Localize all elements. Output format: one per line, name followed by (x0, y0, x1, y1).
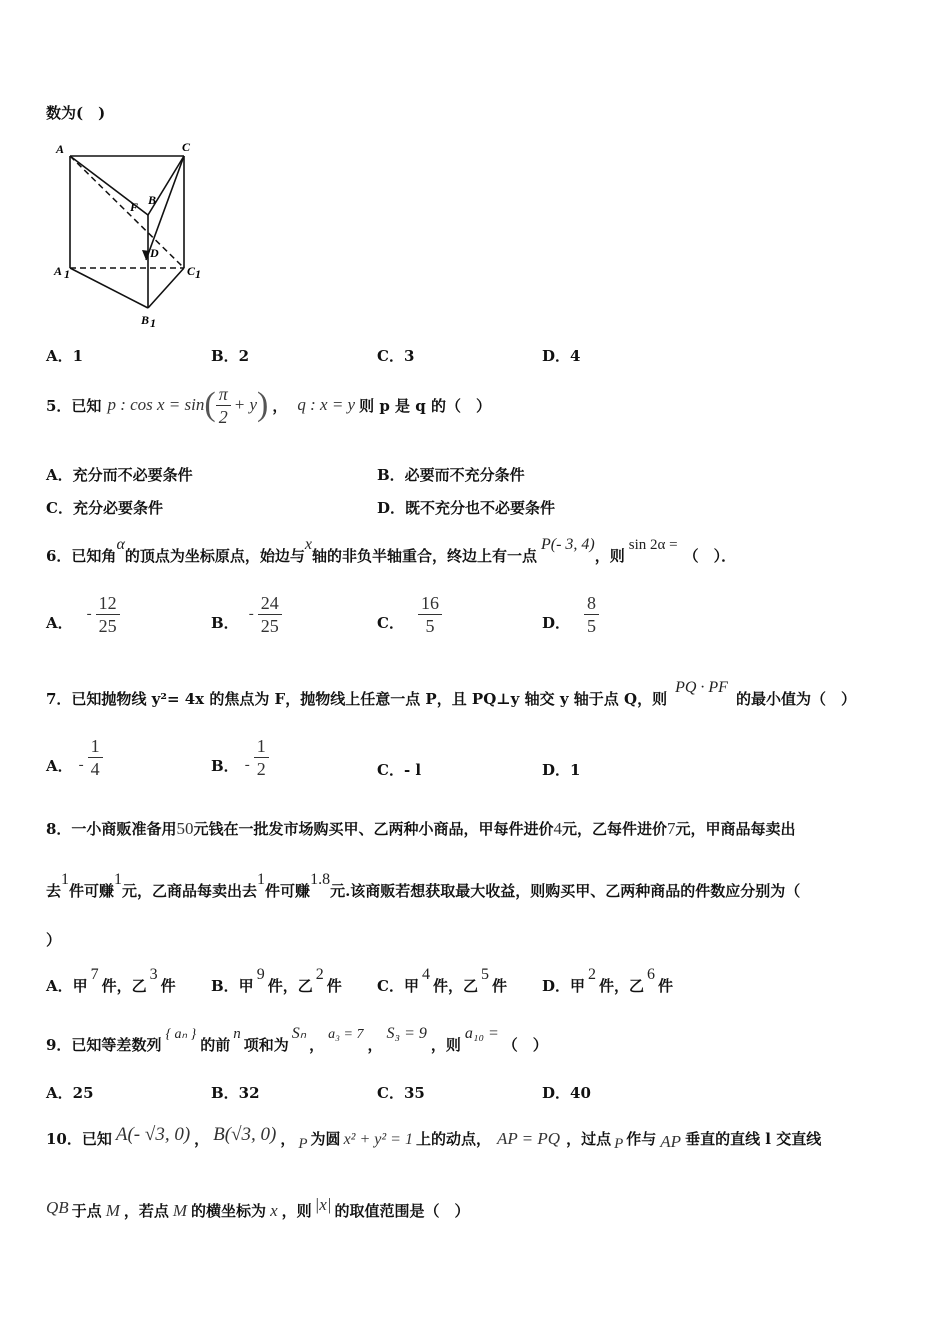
q5-p-formula: p : cos x = sin (107, 395, 205, 414)
q6-t3: ，则 (594, 547, 625, 565)
q9-sn: Sₙ (291, 1025, 307, 1042)
q9-t4: （ ） (502, 1036, 548, 1054)
q10-M2: M (172, 1201, 188, 1220)
label-C1: C (187, 264, 196, 278)
q8-l2e: 元.该商贩若想获取最大收益，则购买甲、乙两种商品的件数应分别为（ (330, 882, 801, 900)
q10-x: x (270, 1201, 278, 1220)
q8-a-b: 3 (149, 966, 158, 983)
q10-P: P (298, 1136, 308, 1152)
q8-s2: 1 (114, 871, 123, 888)
q4-option-a[interactable]: A．1 (46, 347, 84, 365)
q6-point: P(- 3, 4) (540, 536, 595, 553)
q10-line1: 10．已知 A(- √3, 0) ， B(√3, 0) ， P 为圆 x² + y² = 1 上的动点， AP = PQ ，过点 P 作与 AP 垂直的直线 l 交直线 (46, 1124, 822, 1152)
q6-option-a-sign: - (86, 606, 92, 622)
q10-t6: 于点 (71, 1202, 102, 1220)
q7-b-frac (254, 735, 269, 780)
q5-q-formula: q : x = y (297, 395, 356, 414)
q7-tail: 的最小值为（ ） (735, 690, 856, 708)
q5-fraction (216, 383, 231, 428)
q7-b-num: 1 (254, 735, 269, 758)
q8-option-a[interactable] (46, 966, 176, 996)
q8-d-mid: 件，乙 (599, 977, 645, 995)
q8-l2b: 件可赚 (69, 882, 115, 900)
q8-c-mid: 件，乙 (432, 977, 478, 995)
q8-b-b: 2 (315, 966, 324, 983)
q6-d-den: 5 (587, 616, 597, 636)
q8-c-b: 5 (480, 966, 489, 983)
q5-plus-y: + y (233, 395, 258, 414)
label-F: F (130, 200, 139, 214)
q5-option-a[interactable]: A．充分而不必要条件 (46, 466, 193, 484)
q7-stem (46, 679, 856, 709)
q8-l2a: 去 (46, 882, 62, 900)
q7-b-den: 2 (256, 759, 266, 779)
q8-l1b: 元钱在一批发市场购买甲、乙两种小商品，甲每件进价 (193, 820, 554, 838)
q6-prefix: 6．已知角 (46, 547, 117, 565)
q6-option-a-label: A． (46, 614, 73, 632)
q10-prefix: 10．已知 (46, 1130, 112, 1148)
q7-expr: PQ · PF (675, 679, 728, 696)
q10-t1: 为圆 (310, 1130, 341, 1148)
label-C1-sub: 1 (195, 267, 201, 281)
q10-t4: 作与 (626, 1130, 657, 1148)
q10-t2: 上的动点， (415, 1130, 491, 1148)
q8-n7: 7 (666, 819, 676, 838)
q8-d-end: 件 (658, 977, 674, 995)
q10-t5: 垂直的直线 l 交直线 (685, 1130, 822, 1148)
q6-option-c-label: C． (377, 614, 404, 632)
q6-option-b[interactable] (211, 592, 282, 637)
q4-tail: 数为( ) (46, 104, 106, 122)
q7-option-b[interactable] (211, 735, 269, 780)
q6-b-num: 24 (258, 592, 282, 615)
q5-option-c[interactable]: C．充分必要条件 (46, 499, 163, 517)
q8-a-end: 件 (160, 977, 176, 995)
q8-l1c: 元，乙每件进价 (561, 820, 667, 838)
q6-option-d[interactable] (542, 592, 599, 637)
label-B1-sub: 1 (150, 316, 156, 330)
q9-n: n (233, 1026, 241, 1042)
q7-a-den: 4 (90, 759, 100, 779)
q10-t3: ，过点 (566, 1130, 612, 1148)
q6-c-den: 5 (425, 616, 435, 636)
q6-b-den: 25 (260, 616, 279, 636)
label-A1: A (54, 264, 63, 278)
q7-b-sign: - (244, 757, 250, 773)
q9-stem: 9．已知等差数列{ aₙ }的前n项和为Sₙ，a₃ = 7，S₃ = 9，则a₁₀ =（ ） (46, 1025, 548, 1054)
q8-c-label: C．甲 (377, 977, 419, 995)
q10-line2 (46, 1195, 470, 1221)
q8-l1d: 元，甲商品每卖出 (675, 820, 796, 838)
q8-option-d[interactable] (542, 966, 674, 996)
q6-option-a-frac (96, 592, 120, 637)
q10-t8: 的横坐标为 (191, 1202, 267, 1220)
label-B1: B (141, 313, 150, 327)
q10-t9: ，则 (281, 1202, 312, 1220)
q9-t3: ，则 (430, 1036, 461, 1054)
q8-option-b[interactable] (211, 966, 342, 996)
q10-M: M (105, 1201, 120, 1220)
q10-B: B(√3, 0) (213, 1124, 277, 1145)
q4-option-c[interactable]: C．3 (377, 347, 415, 365)
q6-x: x (304, 536, 312, 553)
q5-option-d[interactable]: D．既不充分也不必要条件 (377, 499, 556, 517)
q9-prefix: 9．已知等差数列 (46, 1036, 162, 1054)
q6-option-d-frac (584, 592, 599, 637)
q6-t4: （ ）． (683, 547, 737, 565)
q6-option-b-sign: - (248, 606, 254, 622)
prism-figure (50, 138, 210, 333)
q4-option-d[interactable]: D．4 (542, 347, 581, 365)
q6-option-b-label: B． (211, 614, 239, 632)
q8-c-end: 件 (491, 977, 507, 995)
q8-b-end: 件 (326, 977, 342, 995)
q8-line1 (46, 818, 796, 839)
q7-option-c[interactable]: C．- l (377, 761, 422, 779)
q8-option-c[interactable] (377, 966, 507, 996)
q6-a-num: 12 (96, 592, 120, 615)
q9-t2: 项和为 (243, 1036, 289, 1054)
q8-s3: 1 (257, 871, 266, 888)
q5-option-b[interactable]: B．必要而不充分条件 (377, 466, 525, 484)
q8-d-a: 2 (588, 966, 597, 983)
q8-a-mid: 件，乙 (101, 977, 147, 995)
q10-A: A(- √3, 0) (115, 1124, 191, 1145)
q9-option-c[interactable]: C．35 (377, 1084, 425, 1102)
label-C: C (182, 140, 191, 154)
q7-a-sign: - (78, 757, 84, 773)
q6-option-c-frac (418, 592, 442, 637)
q10-t7: ，若点 (123, 1202, 169, 1220)
q8-d-label: D．甲 (542, 977, 586, 995)
q8-line3: ） (46, 931, 62, 949)
q6-option-b-frac (258, 592, 282, 637)
q8-n4: 4 (553, 819, 562, 838)
q7-a-frac (88, 735, 103, 780)
q6-stem (46, 536, 737, 566)
q9-option-b[interactable]: B．32 (211, 1084, 260, 1102)
label-B: B (148, 193, 157, 207)
q8-s1: 1 (61, 871, 70, 888)
q5-comma: ， (272, 396, 288, 415)
q5-right-paren: ) (257, 386, 269, 423)
q10-t10: 的取值范围是（ ） (334, 1202, 470, 1220)
q8-a-label: A．甲 (46, 977, 88, 995)
q8-n50: 50 (176, 819, 194, 838)
q10-absx: |x| (314, 1195, 332, 1214)
q9-t1: 的前 (200, 1036, 231, 1054)
q8-b-a: 9 (256, 966, 265, 983)
q5-left-paren: ( (204, 386, 216, 423)
q7-b-label: B． (211, 757, 239, 775)
q8-line2 (46, 871, 801, 901)
q7-a-label: A． (46, 757, 73, 775)
q8-l1a: 8．一小商贩准备用 (46, 820, 177, 838)
q10-circle: x² + y² = 1 (343, 1131, 413, 1148)
q7-option-a[interactable] (46, 735, 103, 780)
q10-AP: AP (660, 1132, 682, 1151)
q9-a3: a₃ = 7 (328, 1027, 364, 1042)
q5-frac-num: π (216, 383, 231, 406)
q8-b-label: B．甲 (211, 977, 254, 995)
q9-s3: S₃ = 9 (386, 1025, 427, 1042)
q8-c-a: 4 (421, 966, 430, 983)
q6-option-a[interactable] (46, 592, 120, 637)
q6-c-num: 16 (418, 592, 442, 615)
q6-option-c[interactable] (377, 592, 442, 637)
q9-option-d[interactable]: D．40 (542, 1084, 591, 1102)
q8-l2c: 元，乙商品每卖出去 (122, 882, 258, 900)
q5-suffix: 则 p 是 q 的（ ） (359, 396, 491, 415)
q9-a10: a₁₀ = (464, 1025, 499, 1042)
q6-expr: sin 2α = (628, 537, 678, 553)
q8-b-mid: 件，乙 (267, 977, 313, 995)
q9-seq: { aₙ } (165, 1027, 197, 1042)
q4-option-b[interactable]: B．2 (211, 347, 250, 365)
q7-option-d[interactable]: D．1 (542, 761, 581, 779)
q10-QB: QB (46, 1198, 69, 1217)
q10-P2: P (614, 1136, 624, 1152)
q5-frac-den: 2 (218, 406, 228, 427)
q6-alpha: α (116, 536, 125, 553)
q7-text: 7．已知抛物线 y²= 4x 的焦点为 F，抛物线上任意一点 P，且 PQ⊥y 轴交 y 轴于点 Q，则 (46, 690, 668, 708)
q6-t1: 的顶点为坐标原点，始边与 (124, 547, 305, 565)
q6-option-d-label: D． (542, 614, 571, 632)
q5-prefix: 5．已知 (46, 396, 102, 415)
label-A1-sub: 1 (64, 267, 70, 281)
q6-d-num: 8 (584, 592, 599, 615)
q10-eq: AP = PQ (496, 1129, 561, 1148)
label-A: A (56, 142, 65, 156)
q5-stem (46, 380, 491, 430)
q7-a-num: 1 (88, 735, 103, 758)
q6-t2: 轴的非负半轴重合，终边上有一点 (311, 547, 537, 565)
q8-a-a: 7 (90, 966, 99, 983)
q8-s4: 1.8 (310, 871, 331, 888)
label-D: D (150, 246, 159, 260)
q8-l2d: 件可赚 (265, 882, 311, 900)
q6-a-den: 25 (98, 616, 117, 636)
q8-d-b: 6 (647, 966, 656, 983)
q9-option-a[interactable]: A．25 (46, 1084, 94, 1102)
